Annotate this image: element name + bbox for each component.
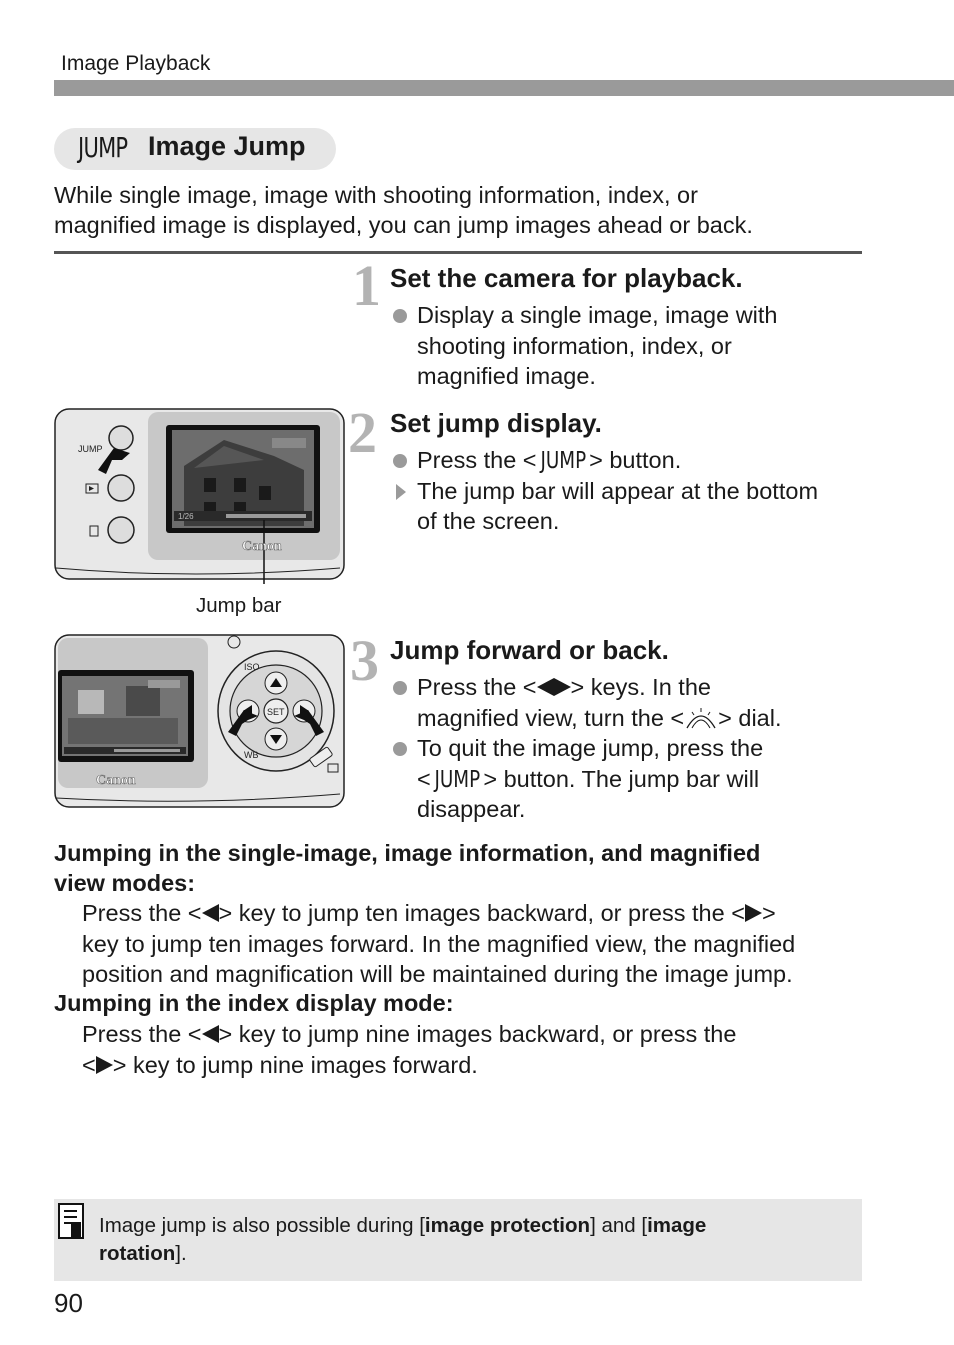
memo-icon (57, 1202, 87, 1242)
step-3-line-5: disappear. (417, 796, 526, 822)
step-2-number: 2 (348, 400, 377, 465)
step-1-line-3: magnified image. (417, 363, 596, 389)
page-number: 90 (54, 1288, 83, 1318)
step-3-title: Jump forward or back. (390, 635, 669, 665)
single-mode-heading: Jumping in the single-image, image information, and magnified view modes: (54, 840, 761, 896)
step-1-number: 1 (352, 253, 381, 318)
jump-label-small: JUMP (78, 444, 103, 454)
step-1-title: Set the camera for playback. (390, 263, 743, 293)
header-rule (54, 80, 954, 96)
step-1-text (417, 300, 857, 392)
single-mode-text: Press the < > key to jump ten images backward, or press the < > key to jump ten images forward. In the magnified view, the magnified position and magnification will be maintained during the image jump. (82, 900, 796, 987)
step-3-line-2: magnified view, turn the < > dial. (417, 704, 782, 731)
bullet-icon (393, 309, 407, 323)
left-key-icon (202, 1025, 219, 1043)
bullet-icon (393, 742, 407, 756)
step-2-title: Set jump display. (390, 408, 602, 438)
step-2-line-2: The jump bar will appear at the bottom (417, 477, 819, 504)
step-2-line-3: of the screen. (417, 508, 560, 534)
left-key-icon (537, 678, 554, 696)
right-key-icon (96, 1056, 113, 1074)
jump-button-icon: JUMP (539, 446, 586, 474)
step-3-line-4: < JUMP > button. The jump bar will (417, 764, 760, 793)
step-3-text (417, 672, 862, 825)
bullet-icon (393, 681, 407, 695)
intro-paragraph (54, 180, 854, 240)
step-3-line-3: To quit the image jump, press the (417, 735, 764, 761)
note-text: Image jump is also possible during [image protection] and [image rotation]. (99, 1214, 707, 1265)
jump-bar-caption: Jump bar (196, 594, 282, 617)
iso-label: ISO (244, 662, 260, 672)
camera-jump-bar-figure (54, 408, 346, 584)
main-dial-icon (684, 706, 718, 730)
index-mode-text: Press the < > key to jump nine images backward, or press the < > key to jump nine images forward. (82, 1021, 737, 1078)
left-key-icon (202, 904, 219, 922)
step-3-number: 3 (350, 628, 379, 693)
canon-logo-2: Canon (96, 773, 136, 788)
intro-line-2: magnified image is displayed, you can jump images ahead or back. (54, 212, 753, 238)
result-arrow-icon (396, 484, 406, 500)
bullet-icon (393, 454, 407, 468)
step-3-line-1: Press the < > keys. In the (417, 674, 711, 700)
right-key-icon (745, 904, 762, 922)
step-1-line-1: Display a single image, image with (417, 302, 778, 328)
intro-line-1: While single image, image with shooting information, index, or (54, 182, 698, 208)
step-1-line-2: shooting information, index, or (417, 332, 732, 359)
section-label: Image Playback (61, 52, 211, 75)
camera-cross-keys-figure (54, 634, 346, 810)
wb-label: WB (244, 750, 259, 760)
right-key-icon (554, 678, 571, 696)
intro-rule (54, 251, 862, 254)
svg-text:1/26: 1/26 (178, 512, 194, 521)
step-2-text (417, 445, 862, 537)
step-2-line-1: Press the < JUMP > button. (417, 446, 682, 474)
jump-button-icon: JUMP (434, 764, 480, 793)
set-label: SET (267, 707, 285, 717)
index-mode-heading: Jumping in the index display mode: (54, 990, 454, 1016)
page-title: Image Jump (148, 131, 306, 161)
jump-button-icon: JUMP (78, 131, 128, 164)
canon-logo-1: Canon (242, 539, 282, 554)
